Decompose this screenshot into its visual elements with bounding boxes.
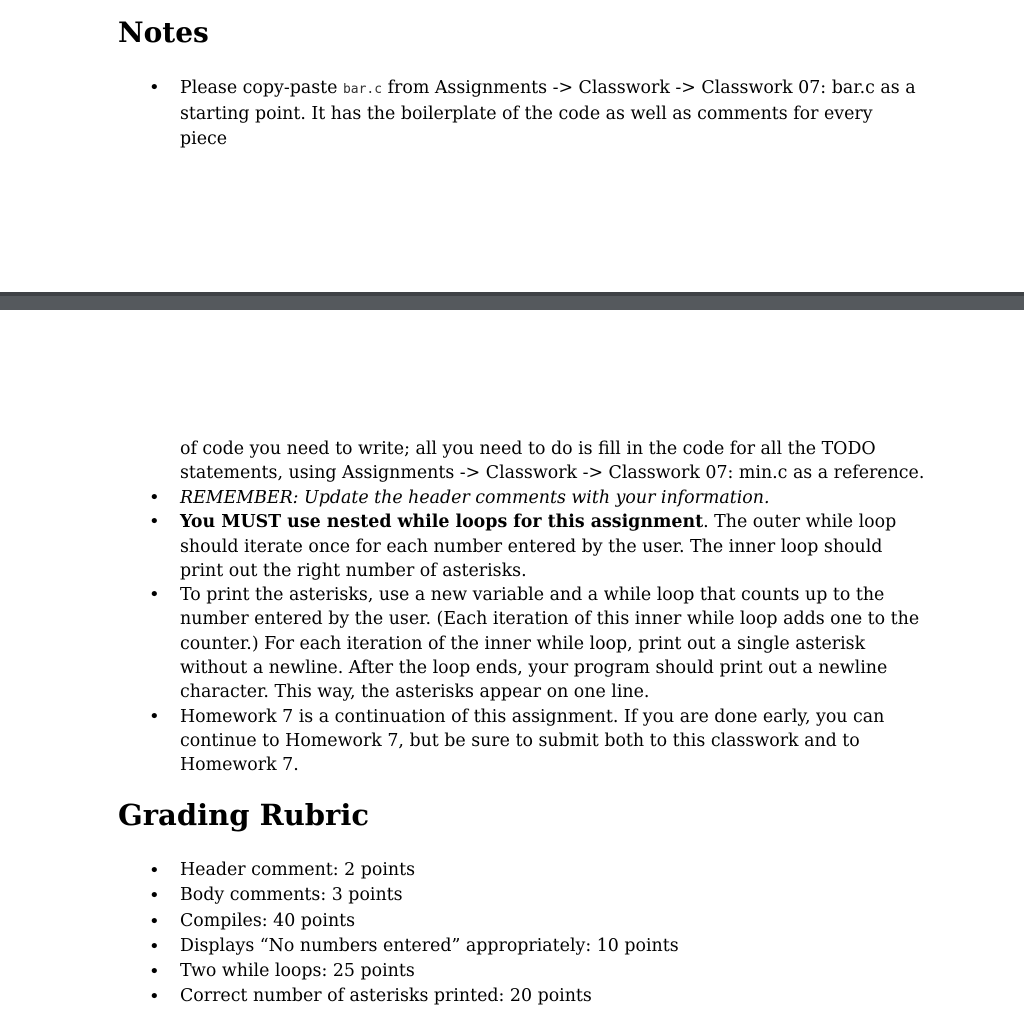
notes-heading: Notes [118, 16, 209, 49]
rubric-item [0, 984, 920, 1009]
note-text: To print the asterisks, use a new variable and a while loop that counts up to the number entered by the user. (Each iteration of this inner while loop adds one to the counter.) For each iteration of the inner while loop, print out a single asterisk without a newline. After the loop ends, your program should print out a newline character. This way, the asterisks appear on one line. [180, 585, 920, 703]
rubric-text: Header comment: 2 points [180, 860, 416, 880]
document-page-1 [0, 0, 1024, 292]
code-filename: bar.c [342, 82, 383, 97]
list-item [0, 583, 920, 704]
rubric-item [0, 883, 920, 908]
notes-list [0, 76, 920, 151]
bullet-icon: • [149, 511, 160, 533]
page-break [0, 292, 1024, 310]
document-page-2 [0, 310, 1024, 1015]
rubric-heading: Grading Rubric [118, 798, 370, 832]
note-text: . The outer while loop should iterate once for each number entered by the user. The inner loop should print out the right number of asterisks. [180, 512, 897, 581]
rubric-item [0, 959, 920, 984]
bullet-icon: • [149, 885, 160, 907]
remember-text: REMEMBER: Update the header comments with your information. [180, 488, 770, 508]
nested-loops-emphasis: You MUST use nested while loops for this assignment [180, 512, 704, 533]
rubric-text: Compiles: 40 points [180, 910, 356, 931]
bullet-icon: • [149, 487, 160, 508]
note-text: from Assignments -> Classwork -> Classwork 07: bar.c as a starting point. It has the boilerplate of the code as well as comments for every piece [180, 78, 916, 149]
rubric-list [0, 858, 920, 1010]
rubric-item [0, 934, 920, 959]
bullet-icon: • [149, 705, 160, 727]
bullet-icon: • [149, 961, 160, 983]
rubric-text: Two while loops: 25 points [180, 961, 415, 982]
rubric-text: Displays “No numbers entered” appropriately: 10 points [180, 935, 679, 956]
list-item [0, 76, 920, 151]
bullet-icon: • [149, 584, 160, 606]
bullet-icon: • [149, 77, 160, 98]
bullet-icon: • [149, 986, 160, 1008]
rubric-text: Body comments: 3 points [180, 885, 403, 906]
notes-list-continued [0, 486, 920, 778]
bullet-icon: • [149, 910, 160, 932]
bullet-icon: • [149, 860, 160, 881]
list-item [0, 486, 920, 510]
note-text: Please copy-paste [180, 78, 343, 98]
note-text: Homework 7 is a continuation of this assignment. If you are done early, you can continue to Homework 7, but be sure to submit both to this classwork and to Homework 7. [180, 706, 885, 776]
rubric-text: Correct number of asterisks printed: 20 points [180, 986, 592, 1007]
bullet-icon: • [149, 935, 160, 957]
list-item [0, 705, 920, 778]
rubric-item [0, 909, 920, 934]
rubric-item [0, 858, 920, 883]
list-item [0, 510, 920, 583]
note-continuation: of code you need to write; all you need to do is fill in the code for all the TODO statements, using Assignments -> Classwork -> Classwork 07: min.c as a reference. [180, 439, 925, 484]
